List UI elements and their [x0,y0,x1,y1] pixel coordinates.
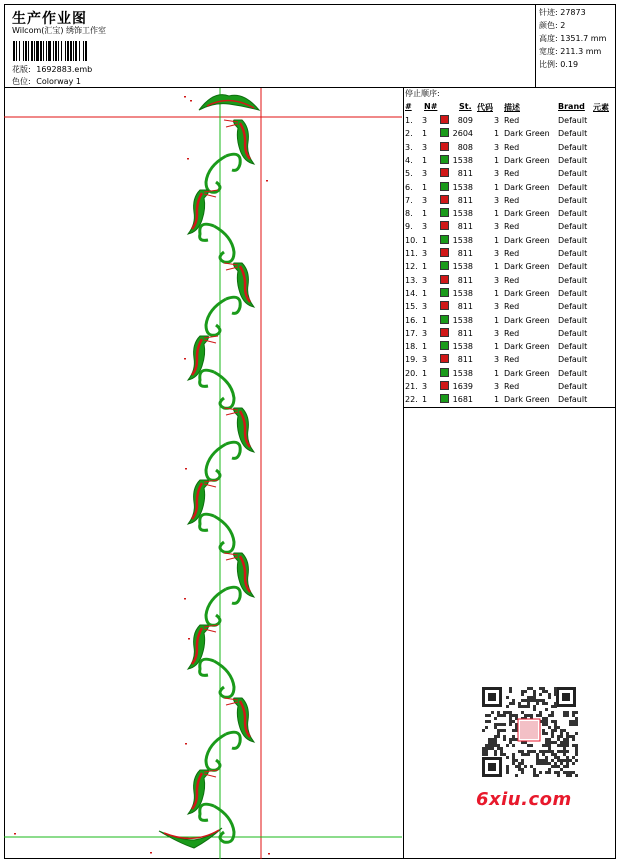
row-index: 9. [405,222,413,232]
row-code: 1 [494,342,500,352]
row-needle: 1 [422,368,428,378]
design-scale [539,59,578,70]
green-scroll-vine [206,734,226,770]
green-curl [226,442,240,458]
row-stitches: 811 [457,275,473,285]
row-needle: 3 [422,169,428,179]
color-count-value: 2 [560,21,566,30]
barcode-image [13,41,146,61]
row-stitches: 1538 [452,315,473,325]
table-row [404,393,616,406]
row-needle: 1 [422,129,428,139]
row-code: 3 [494,195,500,205]
row-brand: Default [558,116,588,125]
row-description: Red [504,328,520,338]
table-row [404,274,616,287]
stray-stitch-mark [184,358,186,360]
row-stitches: 809 [457,116,473,125]
page-title: 生产作业图 [12,11,87,27]
design-file-label: 花版: [12,65,31,74]
row-index: 20. [405,368,418,378]
row-brand: Default [558,182,588,192]
row-needle: 3 [422,275,428,285]
row-stitches: 1639 [452,382,473,391]
paisley-leaf [188,770,209,814]
row-index: 15. [405,302,418,312]
row-brand: Default [558,262,588,272]
green-scroll-vine [214,516,234,552]
color-count-label: 颜色: [539,21,558,30]
table-row [404,314,616,327]
stray-stitch-mark [184,96,186,98]
green-scroll-vine [206,444,226,480]
row-description: Red [504,142,520,152]
green-scroll-vine [214,372,234,408]
stray-stitch-mark [190,100,192,102]
row-index: 10. [405,235,418,245]
row-description: Dark Green [504,155,550,165]
design-file-line [12,64,92,75]
color-swatch [440,128,449,137]
color-swatch [440,381,449,390]
row-code: 3 [494,116,500,125]
row-description: Dark Green [504,315,550,325]
row-description: Dark Green [504,395,550,405]
row-index: 19. [405,355,418,365]
table-row [404,181,616,194]
row-code: 1 [494,262,500,272]
table-row [404,300,616,313]
design-height [539,33,606,44]
table-row [404,207,616,220]
paisley-leaf [188,336,209,380]
row-description: Dark Green [504,262,550,272]
row-needle: 3 [422,222,428,232]
row-brand: Default [558,395,588,405]
row-brand: Default [558,328,588,338]
stray-stitch-mark [268,853,270,855]
row-brand: Default [558,355,588,365]
row-code: 1 [494,395,500,405]
row-description: Dark Green [504,288,550,298]
paisley-leaf [234,408,255,452]
row-stitches: 811 [457,355,473,365]
row-stitches: 811 [457,302,473,312]
col-header-stitches: St. [459,102,472,111]
color-swatch [440,368,449,377]
row-description: Red [504,275,520,285]
design-scale-value: 0.19 [560,60,579,69]
green-curl [226,154,240,170]
row-needle: 1 [422,395,428,405]
paisley-leaf [234,698,255,742]
header-panel [4,4,616,88]
row-code: 3 [494,249,500,258]
row-index: 14. [405,288,418,298]
color-swatch [440,328,449,337]
design-preview [4,88,404,859]
row-description: Dark Green [504,368,550,378]
green-curl [226,732,240,748]
design-height-value: 1351.7 mm [560,34,607,43]
row-code: 1 [494,209,500,219]
stray-stitch-mark [185,468,187,470]
paisley-leaf [188,625,209,669]
green-curl [226,587,240,603]
stray-stitch-mark [150,852,152,854]
row-code: 1 [494,368,500,378]
green-curl [200,224,214,240]
row-description: Red [504,222,520,232]
color-swatch [440,115,449,124]
row-stitches: 1538 [452,262,473,272]
row-brand: Default [558,209,588,219]
design-file-value: 1692883.emb [36,65,93,74]
table-row [404,340,616,353]
col-header-description: 描述 [504,103,520,112]
table-row [404,260,616,273]
design-width-label: 宽度: [539,47,558,56]
row-needle: 3 [422,328,428,338]
green-scroll-vine [206,156,226,192]
row-code: 1 [494,155,500,165]
row-needle: 3 [422,142,428,152]
row-stitches: 1538 [452,368,473,378]
row-description: Red [504,355,520,365]
row-code: 1 [494,315,500,325]
color-swatch [440,354,449,363]
row-needle: 3 [422,249,428,258]
green-curl [200,370,214,386]
row-description: Dark Green [504,209,550,219]
row-index: 1. [405,116,413,125]
table-row [404,194,616,207]
color-swatch [440,248,449,257]
row-code: 3 [494,328,500,338]
green-curl [200,659,214,675]
row-index: 7. [405,195,413,205]
row-needle: 1 [422,235,428,245]
row-code: 3 [494,275,500,285]
row-index: 21. [405,382,418,391]
row-needle: 1 [422,182,428,192]
row-code: 1 [494,182,500,192]
row-index: 3. [405,142,413,152]
design-width-value: 211.3 mm [560,47,602,56]
row-brand: Default [558,368,588,378]
table-title: 停止顺序: [405,89,440,98]
row-stitches: 1538 [452,209,473,219]
colorway-label: 色位: [12,77,31,86]
green-curl [226,297,240,313]
table-row [404,114,616,127]
company-name: Wilcom(汇宝) 绣饰工作室 [12,26,107,35]
row-brand: Default [558,129,588,139]
color-swatch [440,301,449,310]
stop-sequence-table [404,88,616,408]
row-stitches: 811 [457,195,473,205]
row-needle: 1 [422,288,428,298]
row-description: Dark Green [504,342,550,352]
table-row [404,220,616,233]
green-curl [200,804,214,820]
row-code: 3 [494,355,500,365]
stray-stitch-mark [266,180,268,182]
table-row [404,380,616,393]
design-scale-label: 比例: [539,60,558,69]
color-swatch [440,394,449,403]
row-stitches: 1538 [452,182,473,192]
table-row [404,154,616,167]
color-swatch [440,261,449,270]
row-stitches: 1681 [452,395,473,405]
green-scroll-vine [214,661,234,697]
row-code: 3 [494,222,500,232]
table-row [404,141,616,154]
row-description: Red [504,382,520,391]
row-brand: Default [558,315,588,325]
table-row [404,127,616,140]
design-height-label: 高度: [539,34,558,43]
stray-stitch-mark [185,743,187,745]
green-scroll-vine [206,299,226,335]
table-row [404,367,616,380]
table-row [404,327,616,340]
green-scroll-vine [214,226,234,262]
row-index: 5. [405,169,413,179]
colorway-line [12,76,81,87]
row-needle: 3 [422,355,428,365]
repeating-motifs [14,96,270,855]
color-swatch [440,142,449,151]
green-curl [200,514,214,530]
stray-stitch-mark [184,598,186,600]
color-swatch [440,195,449,204]
stitch-count [539,7,586,18]
row-code: 1 [494,288,500,298]
color-swatch [440,341,449,350]
col-header-code: 代码 [477,103,493,112]
row-stitches: 811 [457,328,473,338]
embroidery-preview-canvas [4,88,404,859]
col-header-needle: N# [424,102,438,111]
stray-stitch-mark [187,158,189,160]
row-needle: 3 [422,302,428,312]
watermark-logo: 6xiu.com [476,789,572,810]
qr-code-image [470,681,578,781]
row-description: Dark Green [504,129,550,139]
color-swatch [440,182,449,191]
row-description: Red [504,169,520,179]
col-header-index: # [405,102,412,111]
row-brand: Default [558,382,588,391]
table-row [404,167,616,180]
row-index: 13. [405,275,418,285]
row-stitches: 811 [457,169,473,179]
row-needle: 1 [422,262,428,272]
row-needle: 1 [422,209,428,219]
row-brand: Default [558,195,588,205]
row-brand: Default [558,275,588,285]
design-width [539,46,601,57]
row-needle: 1 [422,155,428,165]
row-index: 11. [405,249,418,258]
color-swatch [440,168,449,177]
row-code: 1 [494,129,500,139]
row-brand: Default [558,249,588,258]
row-stitches: 1538 [452,342,473,352]
row-index: 17. [405,328,418,338]
row-code: 3 [494,302,500,312]
green-scroll-vine [206,589,226,625]
paisley-leaf [234,263,255,307]
colorway-value: Colorway 1 [36,77,81,86]
row-brand: Default [558,288,588,298]
row-needle: 1 [422,315,428,325]
row-description: Dark Green [504,182,550,192]
color-swatch [440,275,449,284]
stitch-count-label: 针迹: [539,8,558,17]
stray-stitch-mark [14,833,16,835]
color-swatch [440,315,449,324]
row-index: 4. [405,155,413,165]
row-stitches: 1538 [452,155,473,165]
row-description: Dark Green [504,235,550,245]
row-stitches: 811 [457,249,473,258]
table-row [404,247,616,260]
row-code: 3 [494,169,500,179]
row-needle: 1 [422,342,428,352]
row-index: 6. [405,182,413,192]
row-brand: Default [558,142,588,152]
row-description: Red [504,195,520,205]
row-stitches: 1538 [452,235,473,245]
row-code: 1 [494,235,500,245]
row-brand: Default [558,235,588,245]
paisley-leaf [188,190,209,234]
color-swatch [440,221,449,230]
row-stitches: 2604 [452,129,473,139]
col-header-brand: Brand [558,102,585,111]
row-index: 22. [405,395,418,405]
color-count [539,20,565,31]
row-index: 12. [405,262,418,272]
row-code: 3 [494,382,500,391]
row-stitches: 811 [457,222,473,232]
table-row [404,353,616,366]
row-brand: Default [558,222,588,232]
stray-stitch-mark [188,638,190,640]
color-swatch [440,208,449,217]
row-brand: Default [558,302,588,312]
row-needle: 3 [422,382,428,391]
row-index: 8. [405,209,413,219]
row-description: Red [504,116,520,125]
color-swatch [440,288,449,297]
row-stitches: 1538 [452,288,473,298]
row-code: 3 [494,142,500,152]
row-index: 2. [405,129,413,139]
row-needle: 3 [422,195,428,205]
paisley-leaf [188,480,209,524]
row-index: 16. [405,315,418,325]
col-header-element: 元素 [593,103,609,112]
color-swatch [440,155,449,164]
row-index: 18. [405,342,418,352]
paisley-leaf [234,553,255,597]
table-row [404,234,616,247]
row-stitches: 808 [457,142,473,152]
row-brand: Default [558,169,588,179]
table-row [404,287,616,300]
top-crown-motif [199,95,259,110]
row-description: Red [504,249,520,258]
row-brand: Default [558,342,588,352]
row-description: Red [504,302,520,312]
row-brand: Default [558,155,588,165]
paisley-leaf [234,120,255,164]
row-needle: 3 [422,116,428,125]
stitch-count-value: 27873 [560,8,586,17]
color-swatch [440,235,449,244]
